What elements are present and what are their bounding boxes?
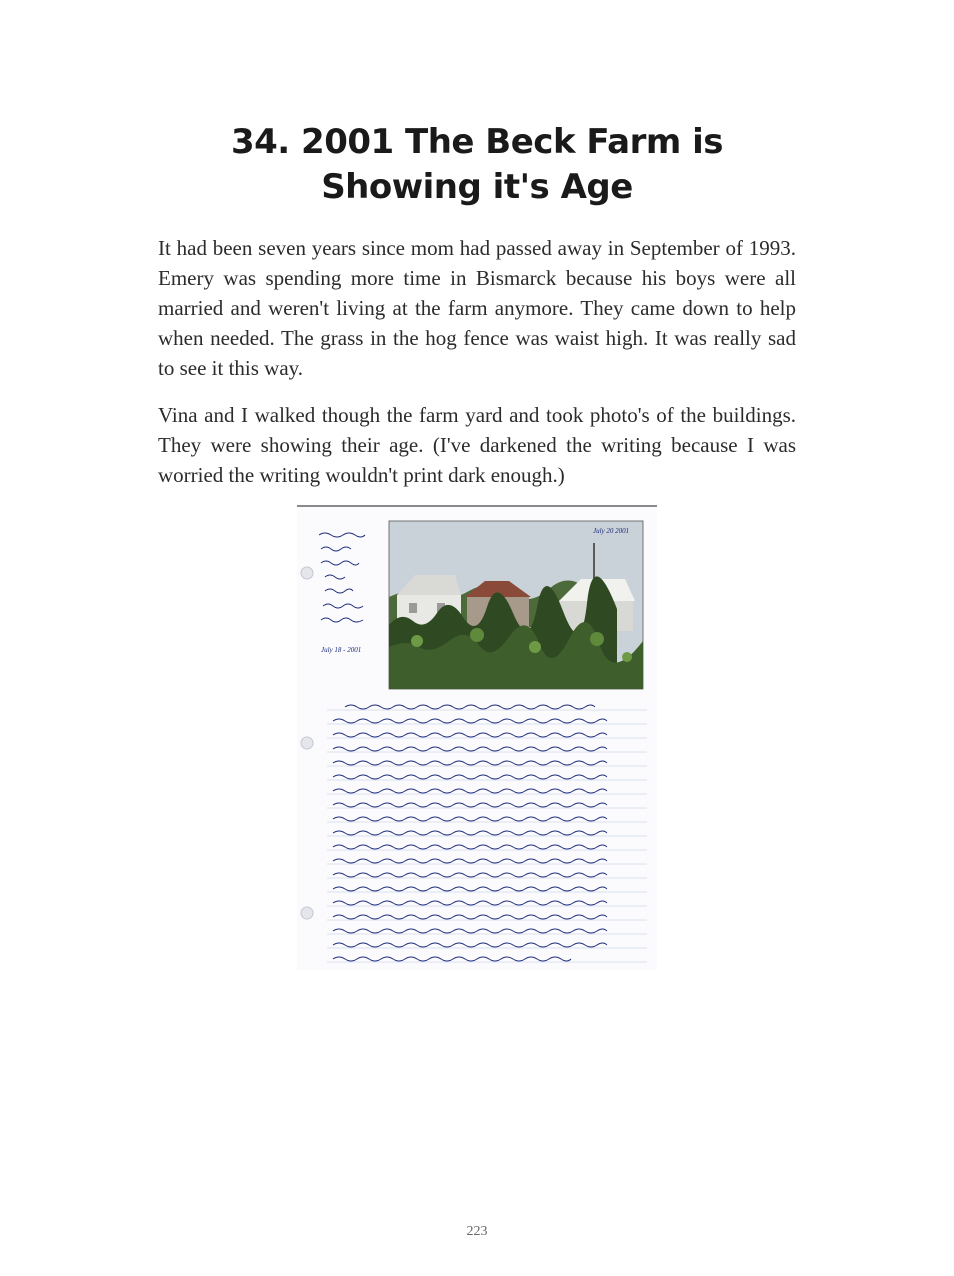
body-paragraph: It had been seven years since mom had passed away in September of 1993. Emery was spending more time in Bismarck because his boys were all married and weren't living at the farm anymore. They came down to help when needed. The grass in the hog fence was waist high. It was really sad to see it this way. [158, 236, 796, 380]
journal-scan-illustration [297, 507, 657, 970]
margin-date-note: July 18 - 2001 [321, 646, 362, 654]
scanned-journal-page [297, 505, 657, 970]
farm-photograph [389, 521, 643, 689]
binder-hole [301, 567, 313, 579]
margin-notes-handwriting [319, 533, 365, 622]
body-paragraph: Vina and I walked though the farm yard and took photo's of the buildings. They were showing their age. (I've darkened the writing because I was worried the writing wouldn't print dark enough.) [158, 403, 796, 487]
binder-hole [301, 737, 313, 749]
binder-hole [301, 907, 313, 919]
handwritten-journal-text [333, 705, 607, 961]
chapter-title: 34. 2001 The Beck Farm is Showing it's Age [230, 122, 723, 207]
page-number: 223 [466, 1224, 488, 1239]
photo-date-note: July 20 2001 [593, 527, 630, 535]
